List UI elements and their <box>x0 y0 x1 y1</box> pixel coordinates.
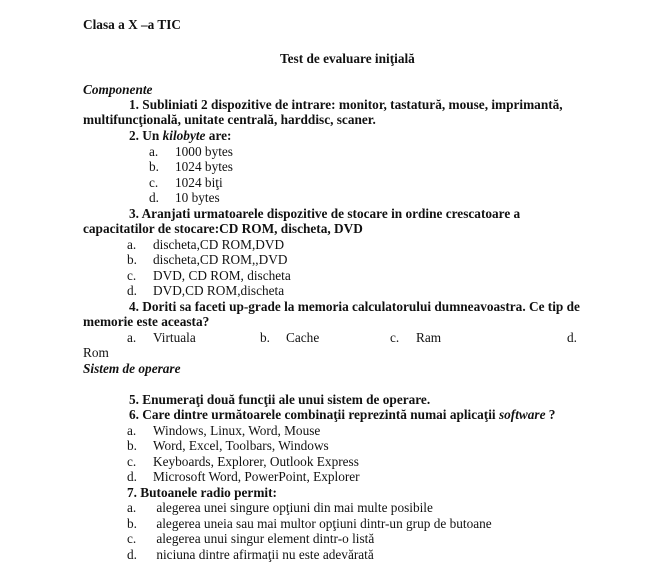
question-2-option-d: d. 10 bytes <box>149 190 220 205</box>
question-4-line-2: memorie este aceasta? <box>83 314 210 329</box>
question-2-option-b: b. 1024 bytes <box>149 159 233 174</box>
question-4-option-d-wrap: Rom <box>83 345 109 360</box>
question-4-option-c: c. Ram <box>390 330 442 345</box>
question-7-option-a: a. alegerea unei singure opţiuni din mai multe posibile <box>127 500 433 515</box>
question-7-option-c: c. alegerea unui singur element dintr-o listă <box>127 531 375 546</box>
question-3-option-a: a. discheta,CD ROM,DVD <box>127 237 285 252</box>
section-heading-components: Componente <box>83 82 153 97</box>
question-3-option-c: c. DVD, CD ROM, discheta <box>127 268 291 283</box>
question-1-line-1: 1. Subliniati 2 dispozitive de intrare: monitor, tastatură, mouse, imprimantă, <box>129 97 563 112</box>
question-7-option-b: b. alegerea uneia sau mai multor opţiuni dintr-un grup de butoane <box>127 516 492 531</box>
question-3-option-b: b. discheta,CD ROM,,DVD <box>127 252 288 267</box>
question-2-option-a: a. 1000 bytes <box>149 144 233 159</box>
question-6-option-c: c. Keyboards, Explorer, Outlook Express <box>127 454 359 469</box>
question-4-option-d: d. <box>567 330 577 345</box>
question-5: 5. Enumeraţi două funcţii ale unui sistem de operare. <box>129 392 431 407</box>
question-3-line-2: capacitatilor de stocare:CD ROM, discheta, DVD <box>83 221 363 236</box>
class-label: Clasa a X –a TIC <box>83 17 182 32</box>
question-3-option-d: d. DVD,CD ROM,discheta <box>127 283 285 298</box>
question-6-option-d: d. Microsoft Word, PowerPoint, Explorer <box>127 469 360 484</box>
question-4-option-b: b. Cache <box>260 330 320 345</box>
question-2: 2. Un kilobyte are: <box>129 128 232 143</box>
section-heading-operating-system: Sistem de operare <box>83 361 181 376</box>
test-title: Test de evaluare iniţială <box>280 51 415 66</box>
question-6-option-a: a. Windows, Linux, Word, Mouse <box>127 423 321 438</box>
question-6: 6. Care dintre următoarele combinaţii reprezintă numai aplicaţii software ? <box>129 407 556 422</box>
question-7-option-d: d. niciuna dintre afirmaţii nu este adevărată <box>127 547 374 562</box>
question-4-line-1: 4. Doriti sa faceti up-grade la memoria calculatorului dumneavoastra. Ce tip de <box>129 299 580 314</box>
question-6-option-b: b. Word, Excel, Toolbars, Windows <box>127 438 329 453</box>
question-2-option-c: c. 1024 biţi <box>149 175 223 190</box>
question-1-line-2: multifuncţională, unitate centrală, harddisc, scaner. <box>83 112 376 127</box>
question-7: 7. Butoanele radio permit: <box>127 485 277 500</box>
question-4-option-a: a. Virtuala <box>127 330 196 345</box>
question-3-line-1: 3. Aranjati urmatoarele dispozitive de stocare in ordine crescatoare a <box>129 206 521 221</box>
